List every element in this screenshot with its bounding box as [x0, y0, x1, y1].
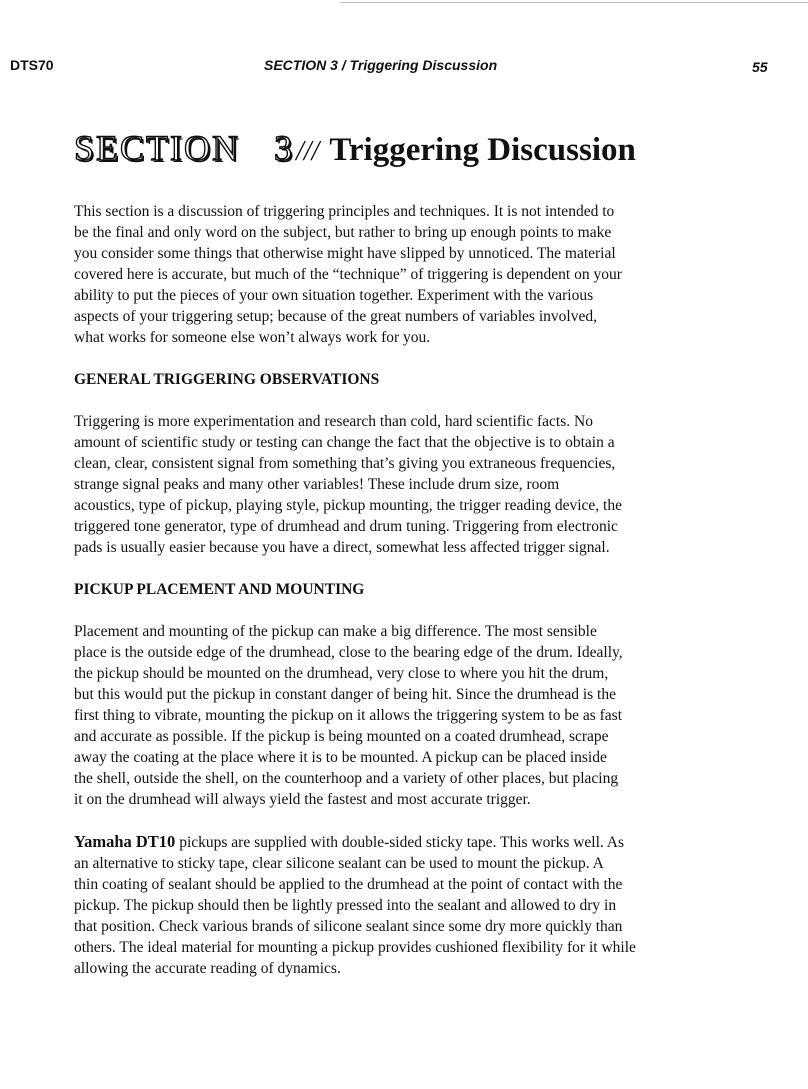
general-heading: GENERAL TRIGGERING OBSERVATIONS [74, 371, 380, 388]
intro-line: covered here is accurate, but much of the “technique” of triggering is dependent on your [74, 266, 622, 283]
yamaha-line: that position. Check various brands of silicone sealant since some dry more quickly than [74, 918, 623, 935]
yamaha-line: others. The ideal material for mounting a pickup provides cushioned flexibility for it while [74, 939, 636, 956]
yamaha-line: allowing the accurate reading of dynamics. [74, 960, 341, 977]
intro-line: you consider some things that otherwise might have slipped by unnoticed. The material [74, 245, 616, 262]
placement-line: but this would put the pickup in constant danger of being hit. Since the drumhead is the [74, 686, 616, 703]
intro-line: be the final and only word on the subject, but rather to bring up enough points to make [74, 224, 612, 241]
general-line: clean, clear, consistent signal from something that’s giving you extraneous frequencies, [74, 455, 616, 472]
placement-line: the pickup should be mounted on the drumhead, very close to where you hit the drum, [74, 665, 609, 682]
title-slashes: /// [296, 136, 320, 167]
yamaha-line: pickup. The pickup should then be lightly pressed into the sealant and allowed to dry in [74, 897, 617, 914]
general-paragraph [74, 411, 774, 558]
yamaha-first-line [74, 831, 774, 853]
placement-line: and accurate as possible. If the pickup is being mounted on a coated drumhead, scrape [74, 728, 609, 745]
general-line: Triggering is more experimentation and research than cold, hard scientific facts. No [74, 413, 593, 430]
title-text: Triggering Discussion [329, 132, 636, 168]
general-line: strange signal peaks and many other variables! These include drum size, room [74, 476, 560, 493]
yamaha-brand: Yamaha DT10 [74, 832, 176, 851]
intro-paragraph [74, 201, 774, 348]
header-section-title: SECTION 3 / Triggering Discussion [264, 57, 498, 73]
intro-line: aspects of your triggering setup; because of the great numbers of variables involved, [74, 308, 597, 325]
placement-line: Placement and mounting of the pickup can make a big difference. The most sensible [74, 623, 597, 640]
placement-paragraph [74, 621, 774, 810]
placement-line: away the coating at the place where it is to be mounted. A pickup can be placed inside [74, 749, 607, 766]
body-content [74, 201, 774, 979]
running-header [0, 57, 808, 79]
general-line: pads is usually easier because you have a direct, somewhat less affected trigger signal. [74, 539, 610, 556]
title-section-number: 3 [274, 128, 292, 168]
intro-line: what works for someone else won’t always work for you. [74, 329, 431, 346]
yamaha-line: an alternative to sticky tape, clear silicone sealant can be used to mount the pickup. A [74, 855, 604, 872]
general-line: amount of scientific study or testing can change the fact that the objective is to obtain a [74, 434, 615, 451]
placement-line: the shell, outside the shell, on the counterhoop and a variety of other places, but placing [74, 770, 619, 787]
placement-line: place is the outside edge of the drumhead, close to the bearing edge of the drum. Ideally, [74, 644, 623, 661]
page-number: 55 [752, 59, 768, 75]
intro-line: ability to put the pieces of your own situation together. Experiment with the various [74, 287, 594, 304]
yamaha-line: thin coating of sealant should be applied to the drumhead at the point of contact with the [74, 876, 623, 893]
yamaha-paragraph [74, 831, 774, 979]
page-title [74, 130, 636, 167]
intro-line: This section is a discussion of triggering principles and techniques. It is not intended to [74, 203, 615, 220]
general-line: acoustics, type of pickup, playing style, pickup mounting, the trigger reading device, the [74, 497, 622, 514]
placement-line: it on the drumhead will always yield the fastest and most accurate trigger. [74, 791, 531, 808]
header-doc-id: DTS70 [10, 57, 54, 73]
general-line: triggered tone generator, type of drumhead and drum tuning. Triggering from electronic [74, 518, 618, 535]
yamaha-first-line-rest: pickups are supplied with double-sided sticky tape. This works well. As [175, 834, 625, 851]
placement-heading: PICKUP PLACEMENT AND MOUNTING [74, 581, 365, 598]
title-section-word: SECTION [74, 128, 240, 168]
top-rule [340, 2, 808, 3]
placement-line: first thing to vibrate, mounting the pickup on it allows the triggering system to be as fast [74, 707, 623, 724]
